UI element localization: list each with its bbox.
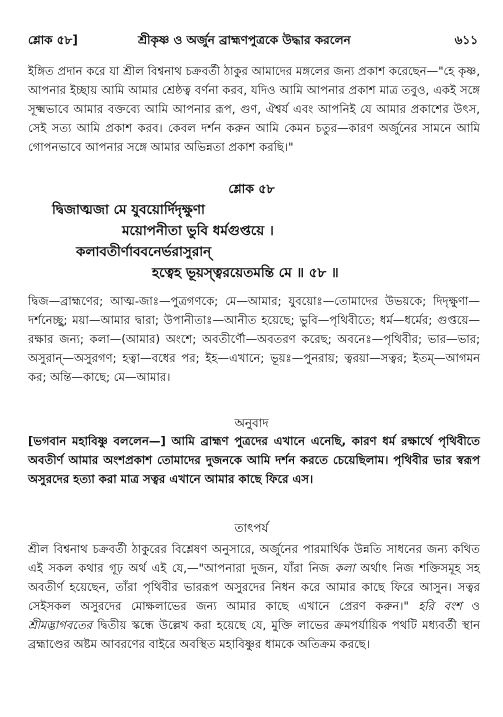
header-chapter-title: শ্রীকৃষ্ণ ও অর্জুন ব্রাহ্মণপুত্রকে উদ্ধার করলেন [138,33,351,47]
header-verse-ref: শ্লোক ৫৮] [28,33,78,47]
translation-paragraph: [ভগবান মহাবিষ্ণু বললেন—] আমি ব্রাহ্মণ পুত্রদের এখানে এনেছি, কারণ ধর্ম রক্ষার্থে পৃথিবীতে অবতীর্ণ আমার অংশপ্রকাশ তোমাদের দুজনকে আমি দর্শন করতে চেয়েছিলাম। পৃথিবীর ভার স্বরূপ অসুরদের হত্যা করা মাত্র সত্বর এখানে আমার কাছে ফিরে এস। [28,434,480,486]
purport-title: তাৎপর্য [234,521,269,535]
purport-italic-hari-vamsa: হরি বংশ [418,599,462,613]
verse-line-4: হত্বেহ ভূয়স্ত্বরয়েতমন্তি মে ॥ ৫৮ ॥ [152,265,339,281]
purport-italic-kala: কলা [334,561,355,575]
synonyms-paragraph: দ্বিজ—ব্রাহ্মণের; আত্ম-জাঃ—পুত্রগণকে; মে—আমার; যুবয়োঃ—তোমাদের উভয়কে; দিদৃক্ষুণা—দর্শনেচ্ছু; ময়া—আমার দ্বারা; উপানীতাঃ—আনীত হয়েছে; ভুবি—পৃথিবীতে; ধর্ম—ধর্মের; গুপ্তয়ে—রক্ষার জন্য; কলা—(আমার) অংশে; অবতীর্ণৌ—অবতরণ করেছ; অবনেঃ—পৃথিবীর; ভার—ভার; অসুরান্—অসুরগণ; হত্বা—বধের পর; ইহ—এখানে; ভূয়ঃ—পুনরায়; ত্বরয়া—সত্বর; ইতম্—আগমন কর; অন্তি—কাছে; মে—আমার। [28,294,480,384]
verse-line-1: দ্বিজাত্মজা মে যুবয়োর্দিদৃক্ষুণা [52,202,205,218]
header-page-number: ৬১১ [454,33,478,47]
translation-title: অনুবাদ [234,416,269,430]
purport-text-2: অর্থাৎ নিজ শক্তিসমূহ সহ অবতীর্ণ হয়েছেন, তাঁরা পৃথিবীর ভাররূপ অসুরদের নিধন করে আমার কাছে ফিরে আসুন। সত্বর সেইসকল অসুরদের মোক্ষলাভের জন্য আমার কাছে এখানে প্রেরণ করুন।" [28,561,480,613]
purport-text-and: ও [461,599,480,613]
verse-title: শ্লোক ৫৮ [228,181,275,196]
purport-text-3: দ্বিতীয় স্কন্ধে উল্লেখ করা হয়েছে যে, মুক্তি লাভের ক্রমপর্যায়িক পথটি মধ্যবর্তী স্থান ব্রহ্মাণ্ডের অষ্টম আবরণের বাইরে অবস্থিত মহাবিষ্ণুর ধামকে অতিক্রম করছে। [28,618,480,651]
verse-text [40,200,470,284]
verse-line-2: ময়োপনীতা ভুবি ধর্মগুপ্তয়ে । [122,223,274,239]
verse-line-3: কলাবতীর্ণাববনের্ভরাসুরান্ [76,244,212,260]
purport-paragraph [28,540,480,680]
purport-italic-bhagavatam: শ্রীমদ্ভাগবতের [28,618,93,632]
page-header [28,32,478,50]
intro-paragraph: ইঙ্গিত প্রদান করে যা শ্রীল বিশ্বনাথ চক্রবর্তী ঠাকুর আমাদের মঙ্গলের জন্য প্রকাশ করেছেন—"হে কৃষ্ণ, আপনার ইচ্ছায় আমি আমার শ্রেষ্ঠত্ব বর্ণনা করব, যদিও আমি আপনার প্রকাশ মাত্র তবুও, একই সঙ্গে সূক্ষ্মভাবে আমার বক্তব্যে আমি আপনার রূপ, গুণ, ঐশ্বর্য এবং আপনিই যে আমার প্রকাশের উৎস, সেই সত্য আমি প্রকাশ করব। কেবল দর্শন করুন আমি কেমন চতুর—কারণ অর্জুনের সামনে আমি গোপনভাবে আপনার সঙ্গে আমার অভিন্নতা প্রকাশ করছি।" [28,64,480,154]
purport-text-1: শ্রীল বিশ্বনাথ চক্রবর্তী ঠাকুরের বিশ্লেষণ অনুসারে, অর্জুনের পারমার্থিক উন্নতি সাধনের জন্য কথিত এই সকল কথার গূঢ় অর্থ এই যে,—"আপনারা দুজন, যাঁরা নিজ [28,542,480,575]
